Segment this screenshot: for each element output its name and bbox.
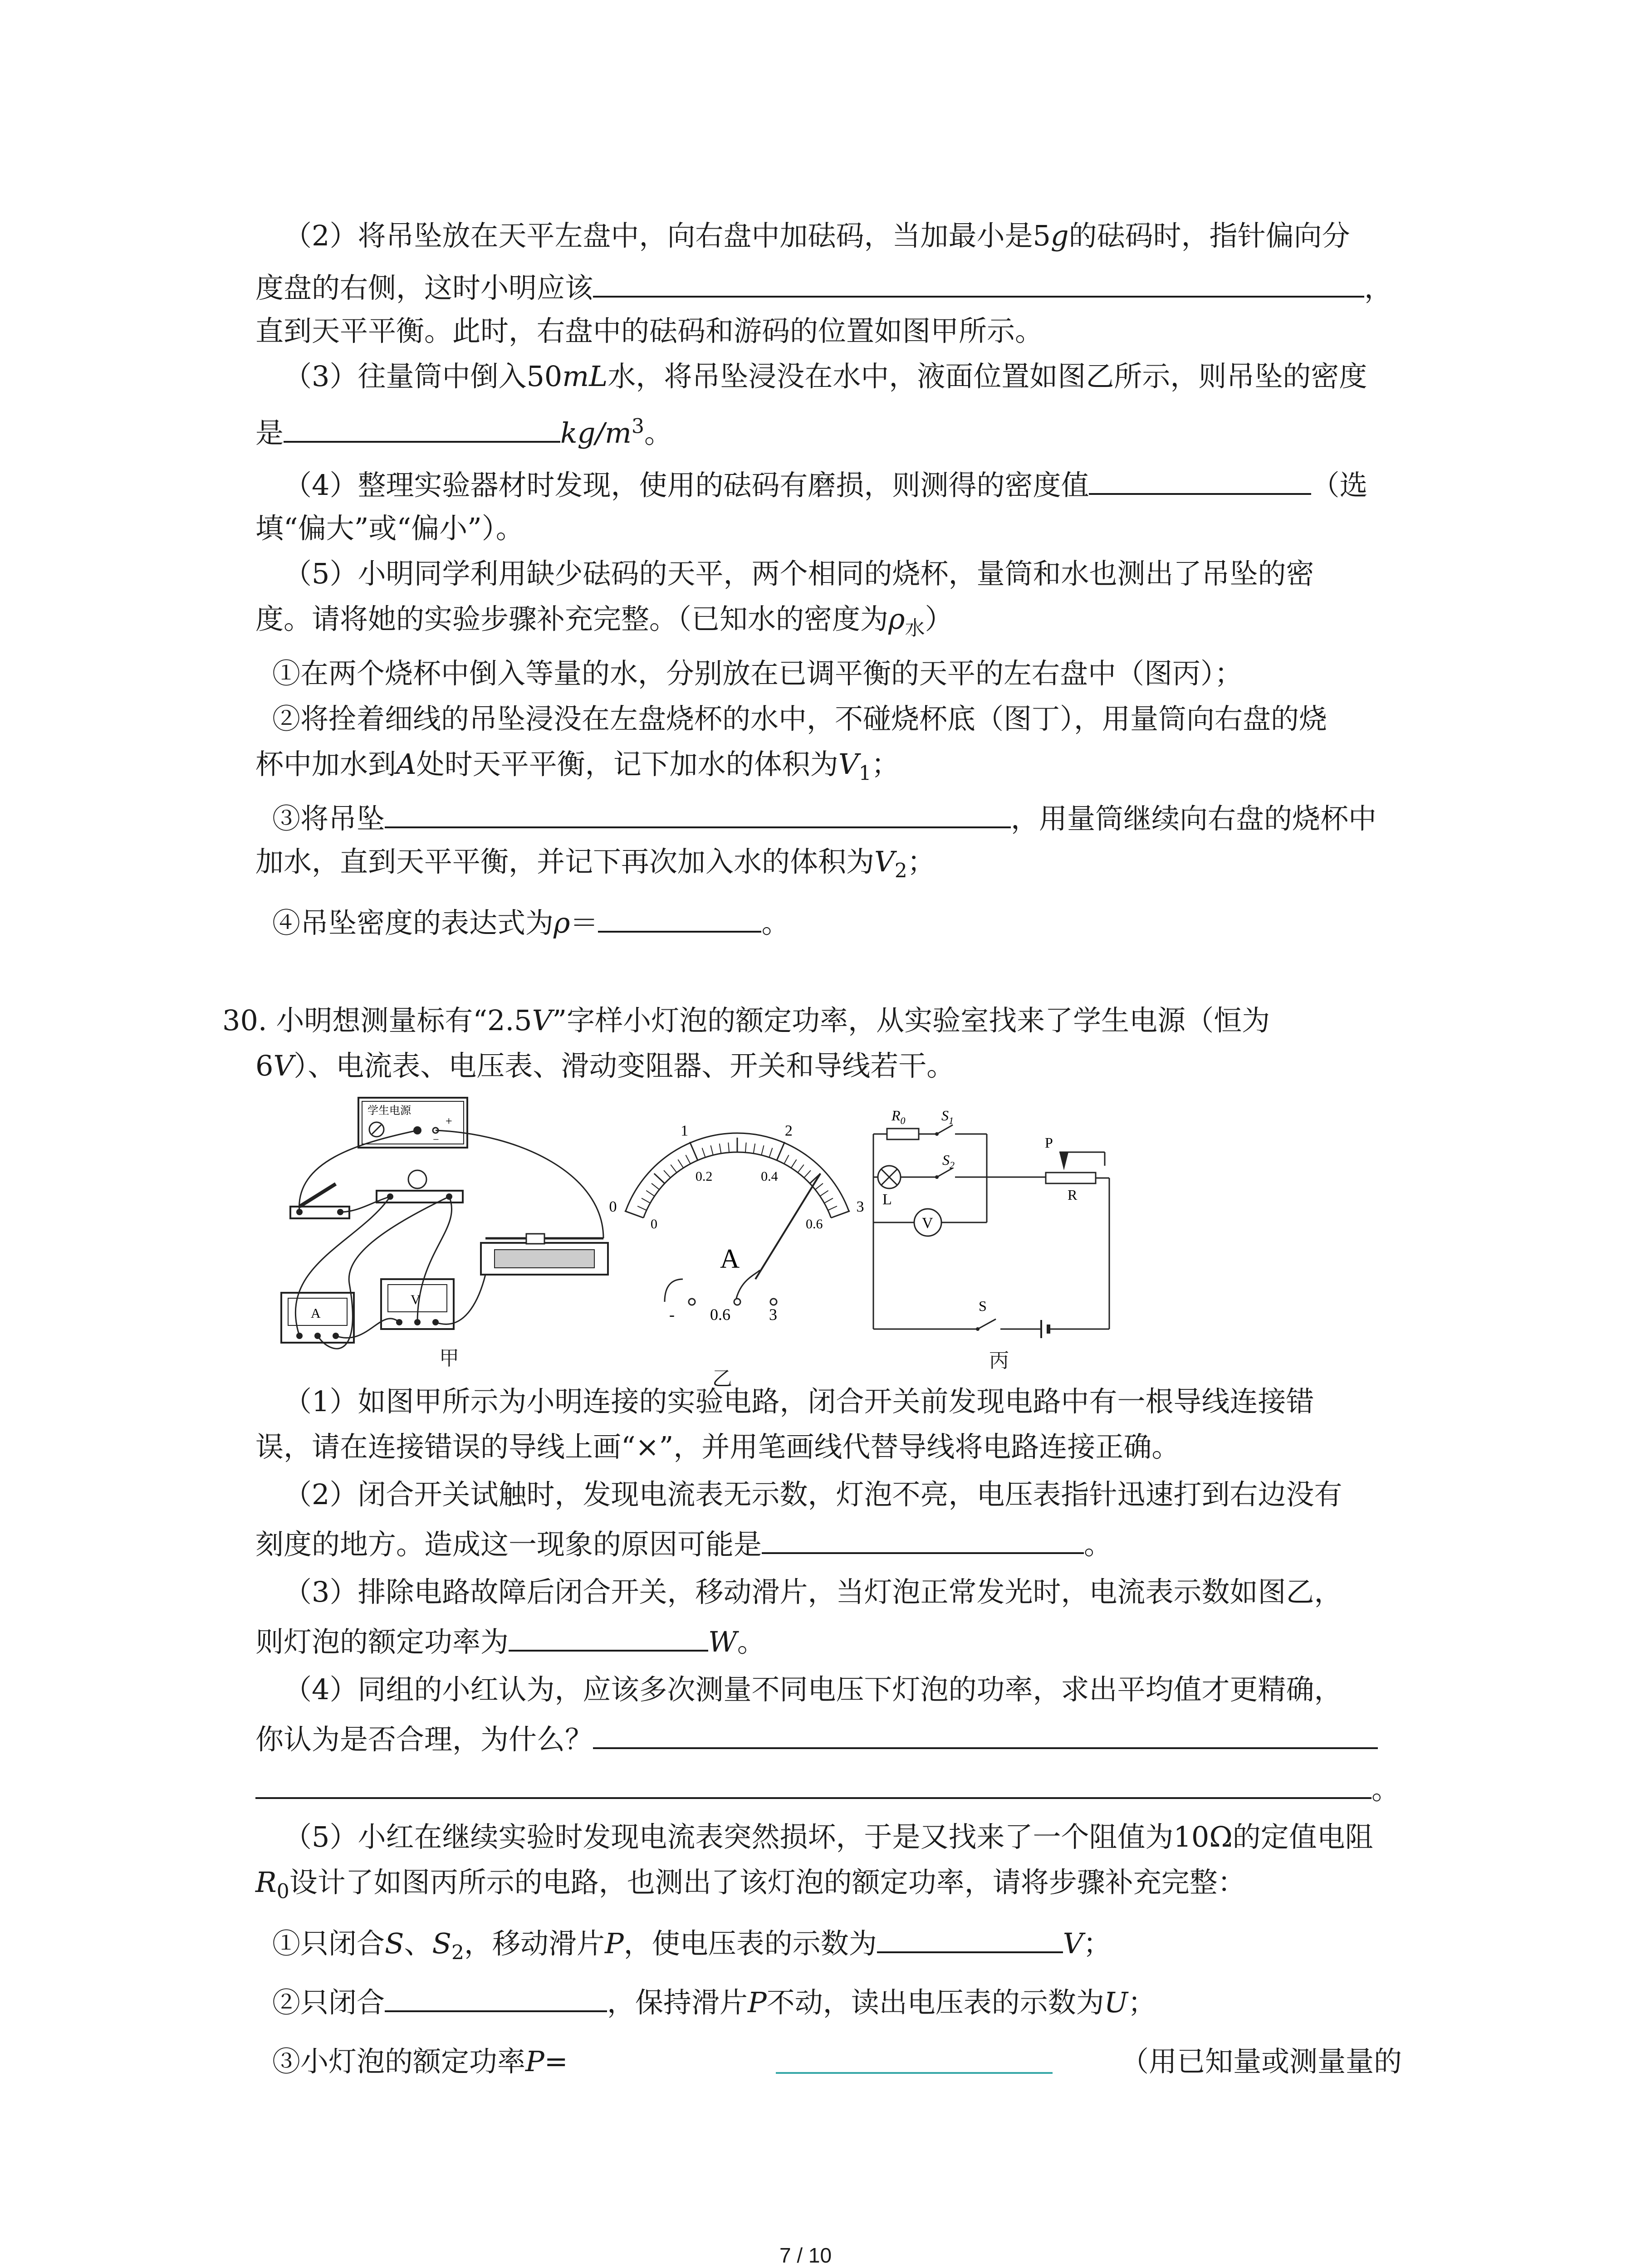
dial-tick bbox=[654, 1173, 665, 1183]
s2-line2: 度盘的右侧，这时小明应该 ， bbox=[255, 268, 1392, 306]
s5-line1: （5）小明同学利用缺少砝码的天平，两个相同的烧杯，量筒和水也测出了吊坠的密 bbox=[284, 557, 1314, 590]
voltmeter-icon: V bbox=[411, 1292, 421, 1307]
dial-tick bbox=[678, 1159, 683, 1168]
figure-yi-ammeter-dial bbox=[609, 1089, 864, 1352]
dial-tick bbox=[728, 1143, 729, 1153]
q30-step3: ③小灯泡的额定功率P= bbox=[272, 2045, 568, 2078]
dial-tick bbox=[815, 1183, 823, 1190]
step2-line2: 杯中加水到A处时天平平衡，记下加水的体积为$V_1$； bbox=[255, 748, 900, 785]
dial-tick bbox=[828, 1206, 837, 1210]
s3-line1: （3）往量筒中倒入50mL水，将吊坠浸没在水中，液面位置如图乙所示，则吊坠的密度 bbox=[284, 360, 1367, 393]
svg-text:R0: $R_0$ bbox=[892, 1107, 906, 1126]
label-R: R bbox=[1068, 1187, 1078, 1203]
p5-line1: （5）小红在继续实验时发现电流表突然损坏，于是又找来了一个阻值为10Ω的定值电阻 bbox=[284, 1820, 1373, 1853]
dial-tick bbox=[720, 1144, 721, 1154]
dial-inner-label: 0.4 bbox=[761, 1168, 778, 1184]
terminal-minus: - bbox=[669, 1305, 675, 1324]
s2-line3: 直到天平平衡。此时，右盘中的砝码和游码的位置如图甲所示。 bbox=[255, 314, 1043, 347]
p3-line1: （3）排除电路故障后闭合开关，移动滑片，当灯泡正常发光时，电流表示数如图乙， bbox=[284, 1575, 1342, 1608]
figure-jia-circuit bbox=[268, 1093, 612, 1356]
answer-blank[interactable] bbox=[509, 1622, 708, 1652]
bulb-icon bbox=[408, 1170, 426, 1188]
q30-step1: ①只闭合S、$S_2$，移动滑片P，使电压表的示数为 V； bbox=[272, 1923, 1112, 1962]
figure-jia-caption: 甲 bbox=[439, 1347, 459, 1370]
dial-tick bbox=[798, 1165, 803, 1173]
dial-tick bbox=[710, 1145, 713, 1155]
dial-tick bbox=[820, 1191, 828, 1196]
step2-line1: ②将拴着细线的吊坠浸没在左盘烧杯的水中，不碰烧杯底（图丁），用量筒向右盘的烧 bbox=[272, 702, 1327, 735]
p1-line2: 误，请在连接错误的导线上画“×”，并用笔画线代替导线将电路连接正确。 bbox=[255, 1430, 1180, 1463]
dial-outer-label: 3 bbox=[856, 1198, 864, 1215]
answer-blank[interactable] bbox=[1089, 465, 1311, 495]
label-S: S bbox=[979, 1298, 987, 1314]
dial-tick bbox=[637, 1206, 647, 1210]
p3-line2: 则灯泡的额定功率为 W。 bbox=[255, 1622, 765, 1660]
dial-inner-label: 0.2 bbox=[695, 1168, 713, 1184]
figure-yi-caption: 乙 bbox=[712, 1367, 732, 1390]
dial-tick bbox=[625, 1211, 643, 1218]
answer-blank[interactable] bbox=[255, 1769, 1372, 1799]
q30-step3-tail: （用已知量或测量量的 bbox=[1121, 2045, 1402, 2078]
q30-intro-line1: 30. 小明想测量标有“2.5V”字样小灯泡的额定功率，从实验室找来了学生电源（恒为 bbox=[222, 1004, 1270, 1037]
answer-blank[interactable] bbox=[598, 903, 761, 933]
p1-line1: （1）如图甲所示为小明连接的实验电路，闭合开关前发现电路中有一根导线连接错 bbox=[284, 1385, 1314, 1418]
s4-line1: （4）整理实验器材时发现，使用的砝码有磨损，则测得的密度值 （选 bbox=[284, 465, 1367, 503]
dial-tick bbox=[784, 1155, 789, 1163]
dial-tick bbox=[686, 1155, 690, 1163]
answer-blank[interactable] bbox=[877, 1923, 1063, 1953]
p4-line2: 你认为是否合理，为什么？ bbox=[255, 1719, 1378, 1758]
dial-unit: A bbox=[720, 1244, 740, 1274]
p2-line1: （2）闭合开关试触时，发现电流表无示数，灯泡不亮，电压表指针迅速打到右边没有 bbox=[284, 1478, 1342, 1511]
p4-line3: 。 bbox=[255, 1769, 1400, 1808]
page-number: 7 / 10 bbox=[779, 2244, 832, 2267]
svg-text:S2: $S_2$ bbox=[942, 1152, 955, 1171]
dial-tick bbox=[652, 1183, 659, 1190]
figure-bing-schematic bbox=[864, 1102, 1118, 1338]
s4-line2: 填“偏大”或“偏小”）。 bbox=[255, 512, 524, 545]
dial-tick bbox=[642, 1198, 650, 1203]
answer-blank[interactable] bbox=[385, 1982, 607, 2012]
dial-tick bbox=[769, 1148, 772, 1158]
label-P: P bbox=[1045, 1134, 1053, 1151]
answer-blank[interactable] bbox=[593, 268, 1364, 298]
step1: ①在两个烧杯中倒入等量的水，分别放在已调平衡的天平的左右盘中（图丙）； bbox=[272, 657, 1243, 690]
label-V: V bbox=[922, 1215, 933, 1232]
q30-intro-line2: 6V）、电流表、电压表、滑动变阻器、开关和导线若干。 bbox=[255, 1049, 955, 1082]
dial-outer-label: 1 bbox=[681, 1122, 689, 1139]
terminal-0-6: 0.6 bbox=[710, 1305, 730, 1324]
dial-tick bbox=[831, 1211, 850, 1218]
dial-tick bbox=[745, 1143, 746, 1153]
dial-tick bbox=[671, 1165, 676, 1173]
label-S2: S bbox=[942, 1152, 950, 1168]
svg-text:+: + bbox=[446, 1114, 452, 1128]
step4: ④吊坠密度的表达式为ρ＝ 。 bbox=[272, 903, 790, 941]
q30-step2: ②只闭合 ，保持滑片P不动，读出电压表的示数为U； bbox=[272, 1982, 1156, 2021]
power-supply-label: 学生电源 bbox=[367, 1105, 411, 1117]
dial-tick bbox=[646, 1191, 654, 1196]
s3-line2: 是 $kg/m^3$。 bbox=[255, 413, 672, 451]
dial-tick bbox=[804, 1170, 811, 1178]
s5-line2: 度。请将她的实验步骤补充完整。（已知水的密度为$\rho_水$） bbox=[255, 602, 953, 640]
dial-tick bbox=[791, 1159, 797, 1168]
step3-line2: 加水，直到天平平衡，并记下再次加入水的体积为$V_2$； bbox=[255, 845, 936, 883]
label-L: L bbox=[882, 1191, 892, 1208]
dial-tick bbox=[777, 1142, 784, 1160]
step3-line1: ③将吊坠 ，用量筒继续向右盘的烧杯中 bbox=[272, 798, 1376, 837]
ammeter-icon: A bbox=[311, 1306, 321, 1321]
answer-blank[interactable] bbox=[776, 2046, 1053, 2074]
dial-tick bbox=[824, 1198, 833, 1203]
label-S1: S bbox=[941, 1107, 949, 1124]
dial-tick bbox=[690, 1142, 697, 1160]
figure-bing-caption: 丙 bbox=[989, 1349, 1009, 1372]
answer-blank[interactable] bbox=[385, 798, 1011, 828]
dial-outer-label: 2 bbox=[784, 1122, 793, 1139]
dial-tick bbox=[702, 1148, 705, 1158]
svg-text:S1: $S_1$ bbox=[941, 1107, 954, 1126]
answer-blank[interactable] bbox=[762, 1524, 1084, 1554]
answer-blank[interactable] bbox=[593, 1719, 1378, 1749]
dial-outer-label: 0 bbox=[609, 1198, 617, 1215]
p5-line2: $R_0$设计了如图丙所示的电路，也测出了该灯泡的额定功率，请将步骤补充完整： bbox=[255, 1866, 1246, 1903]
question-number: 30. bbox=[222, 1004, 267, 1037]
answer-blank[interactable] bbox=[284, 413, 560, 443]
dial-tick bbox=[664, 1170, 671, 1178]
dial-tick bbox=[754, 1144, 755, 1154]
svg-text:−: − bbox=[433, 1134, 439, 1146]
dial-inner-label: 0 bbox=[650, 1216, 657, 1232]
p4-line1: （4）同组的小红认为，应该多次测量不同电压下灯泡的功率，求出平均值才更精确， bbox=[284, 1673, 1342, 1706]
p2-line2: 刻度的地方。造成这一现象的原因可能是 。 bbox=[255, 1524, 1112, 1563]
dial-inner-label: 0.6 bbox=[806, 1216, 823, 1232]
s2-line1: （2）将吊坠放在天平左盘中，向右盘中加砝码，当加最小是5g的砝码时，指针偏向分 bbox=[284, 219, 1350, 252]
terminal-3: 3 bbox=[769, 1305, 777, 1324]
label-R0: R bbox=[892, 1107, 901, 1124]
dial-tick bbox=[761, 1145, 764, 1155]
